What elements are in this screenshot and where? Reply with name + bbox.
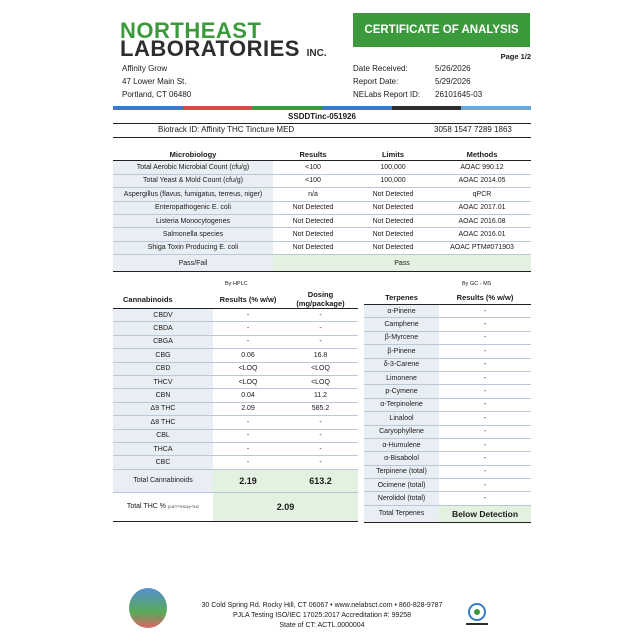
cell: Not Detected <box>353 228 433 241</box>
divider <box>113 137 531 138</box>
table-row <box>113 161 531 174</box>
col-header: Limits <box>353 148 433 161</box>
date-label: Report Date: <box>353 77 399 86</box>
cell: - <box>439 305 531 318</box>
row-label: Caryophyllene <box>364 425 439 438</box>
total-cannabinoids-row <box>113 469 358 492</box>
row-label: Linalool <box>364 412 439 425</box>
table-row <box>364 479 531 492</box>
cell: - <box>439 492 531 505</box>
cell: - <box>439 371 531 384</box>
col-header: Microbiology <box>113 148 273 161</box>
cell: <LOQ <box>283 362 358 375</box>
cell: <LOQ <box>213 362 283 375</box>
row-label: CBDV <box>113 309 213 322</box>
col-header: Results <box>273 148 353 161</box>
row-label: Listeria Monocytogenes <box>113 214 273 227</box>
table-row <box>364 371 531 384</box>
row-label: β-Myrcene <box>364 331 439 344</box>
row-label: CBGA <box>113 335 213 348</box>
row-label: δ-3-Carene <box>364 358 439 371</box>
cell: Not Detected <box>353 188 433 201</box>
date-row <box>353 62 533 75</box>
cell: Not Detected <box>273 241 353 254</box>
date-label: Date Received: <box>353 64 408 73</box>
cell: n/a <box>273 188 353 201</box>
row-label: THCV <box>113 375 213 388</box>
row-label: Limonene <box>364 371 439 384</box>
cannabinoids-table <box>113 290 358 522</box>
table-row <box>113 322 358 335</box>
cell: <100 <box>273 174 353 187</box>
pass-fail-row <box>113 255 531 272</box>
method-hplc: By HPLC <box>225 281 248 287</box>
col-header: Results (% w/w) <box>213 290 283 309</box>
document-title: CERTIFICATE OF ANALYSIS <box>353 13 530 47</box>
logo-line2 <box>120 36 327 62</box>
cell: Not Detected <box>353 214 433 227</box>
date-row <box>353 88 533 101</box>
row-label: Total Aerobic Microbial Count (cfu/g) <box>113 161 273 174</box>
row-label: Enteropathogenic E. coli <box>113 201 273 214</box>
logo-line1: NORTHEAST <box>120 18 262 43</box>
biotrack-id: Biotrack ID: Affinity THC Tincture MED <box>158 125 295 134</box>
row-label: THCA <box>113 442 213 455</box>
cell: Not Detected <box>273 201 353 214</box>
cell: - <box>283 456 358 469</box>
cell: 585.2 <box>283 402 358 415</box>
cell: - <box>439 358 531 371</box>
cell: AOAC 2014.05 <box>433 174 531 187</box>
cell: 2.09 <box>213 402 283 415</box>
cell: - <box>283 322 358 335</box>
cell: - <box>439 345 531 358</box>
client-address <box>122 62 191 101</box>
table-row <box>364 385 531 398</box>
row-label: CBDA <box>113 322 213 335</box>
color-stripe <box>113 106 531 110</box>
row-label: Total Yeast & Mold Count (cfu/g) <box>113 174 273 187</box>
row-label: Nerolidol (total) <box>364 492 439 505</box>
date-value: 5/26/2026 <box>435 64 471 73</box>
row-label: CBG <box>113 349 213 362</box>
cell: - <box>213 335 283 348</box>
cell: - <box>439 425 531 438</box>
cell: - <box>439 465 531 478</box>
cell: - <box>439 438 531 451</box>
cell: - <box>439 385 531 398</box>
row-label: Ocimene (total) <box>364 479 439 492</box>
table-row <box>113 174 531 187</box>
cell: <LOQ <box>283 375 358 388</box>
total-thc-formula: (0.877*THCA)+THC <box>167 505 200 510</box>
total-thc-value: 2.09 <box>213 492 358 521</box>
row-label: CBD <box>113 362 213 375</box>
client-address-line2: Portland, CT 06480 <box>122 90 192 99</box>
logo-suffix: INC. <box>306 48 327 59</box>
terpenes-table <box>364 290 531 523</box>
table-row <box>113 416 358 429</box>
row-label: CBC <box>113 456 213 469</box>
row-label: Salmonella species <box>113 228 273 241</box>
row-label: Total Cannabinoids <box>113 469 213 492</box>
cell: <LOQ <box>213 375 283 388</box>
page-number: Page 1/2 <box>500 52 531 61</box>
table-row <box>113 429 358 442</box>
date-label: NELabs Report ID: <box>353 90 421 99</box>
total-terpenes-row <box>364 505 531 522</box>
col-header: Dosing (mg/package) <box>283 290 358 309</box>
row-label: Pass/Fail <box>113 255 273 272</box>
table-row <box>113 389 358 402</box>
date-row <box>353 75 533 88</box>
row-label: α-Pinene <box>364 305 439 318</box>
cell: - <box>213 456 283 469</box>
date-value: 5/29/2026 <box>435 77 471 86</box>
cell: - <box>283 442 358 455</box>
table-row <box>113 188 531 201</box>
cell: - <box>283 309 358 322</box>
row-label: α-Bisabolol <box>364 452 439 465</box>
table-row <box>364 492 531 505</box>
table-row <box>364 412 531 425</box>
row-label: β-Pinene <box>364 345 439 358</box>
cell: 11.2 <box>283 389 358 402</box>
cell: Not Detected <box>353 201 433 214</box>
divider <box>113 123 531 124</box>
cell: 0.04 <box>213 389 283 402</box>
cell: AOAC 2016.08 <box>433 214 531 227</box>
cell: 100,000 <box>353 161 433 174</box>
table-row <box>364 438 531 451</box>
col-header: Cannabinoids <box>113 290 213 309</box>
cell: - <box>213 442 283 455</box>
table-row <box>113 228 531 241</box>
row-label: Δ9 THC <box>113 402 213 415</box>
table-row <box>364 331 531 344</box>
col-header: Terpenes <box>364 290 439 305</box>
logo-name: LABORATORIES <box>120 36 300 61</box>
cell: - <box>213 429 283 442</box>
cell: Not Detected <box>273 228 353 241</box>
cell: - <box>213 416 283 429</box>
table-row <box>364 358 531 371</box>
total-result: 2.19 <box>213 469 283 492</box>
row-label: Δ8 THC <box>113 416 213 429</box>
cell: - <box>283 335 358 348</box>
cell: 0.06 <box>213 349 283 362</box>
table-row <box>113 362 358 375</box>
table-row <box>364 318 531 331</box>
total-dose: 613.2 <box>283 469 358 492</box>
row-label: CBL <box>113 429 213 442</box>
date-value: 26101645-03 <box>435 90 483 99</box>
footer-accreditation: PJLA Testing ISO/IEC 17025:2017 Accreditation #: 99258 <box>232 612 412 619</box>
table-row <box>364 465 531 478</box>
cell: - <box>439 318 531 331</box>
cell: AOAC 2017.01 <box>433 201 531 214</box>
pjla-logo <box>462 600 492 628</box>
pass-fail-value: Pass <box>273 255 531 272</box>
cell: - <box>283 429 358 442</box>
cell: - <box>439 331 531 344</box>
client-name: Affinity Grow <box>122 64 168 73</box>
cell: AOAC PTM#071903 <box>433 241 531 254</box>
table-row <box>113 349 358 362</box>
col-header: Methods <box>433 148 531 161</box>
cell: Not Detected <box>273 214 353 227</box>
row-label: Shiga Toxin Producing E. coli <box>113 241 273 254</box>
table-row <box>364 398 531 411</box>
row-label: α-Terpinolene <box>364 398 439 411</box>
cell: Not Detected <box>353 241 433 254</box>
cell: AOAC 990.12 <box>433 161 531 174</box>
col-header: Results (% w/w) <box>439 290 531 305</box>
table-row <box>364 452 531 465</box>
row-label: α-Humulene <box>364 438 439 451</box>
table-row <box>113 214 531 227</box>
cell: - <box>439 452 531 465</box>
table-row <box>113 309 358 322</box>
row-label: Total Terpenes <box>364 505 439 522</box>
report-dates <box>353 62 533 101</box>
row-label <box>113 492 213 521</box>
cell: - <box>439 412 531 425</box>
table-row <box>364 305 531 318</box>
cell: - <box>213 322 283 335</box>
microbiology-table <box>113 148 531 272</box>
footer-address: 30 Cold Spring Rd. Rocky Hill, CT 06067 • www.nelabsct.com • 860-828-9787 <box>201 602 443 609</box>
table-row <box>364 425 531 438</box>
cell: - <box>439 398 531 411</box>
row-label: CBN <box>113 389 213 402</box>
table-row <box>113 201 531 214</box>
cell: 100,000 <box>353 174 433 187</box>
sample-id: SSDDTinc-051926 <box>288 112 356 121</box>
cell: <100 <box>273 161 353 174</box>
table-row <box>113 375 358 388</box>
total-terpenes-value: Below Detection <box>439 505 531 522</box>
biotrack-number: 3058 1547 7289 1863 <box>434 125 512 134</box>
table-row <box>113 241 531 254</box>
client-address-line1: 47 Lower Main St. <box>122 77 187 86</box>
cell: qPCR <box>433 188 531 201</box>
table-row <box>364 345 531 358</box>
row-label: Terpinene (total) <box>364 465 439 478</box>
method-gcms: By GC - MS <box>462 281 492 287</box>
table-row <box>113 442 358 455</box>
cell: - <box>213 309 283 322</box>
row-label: Camphene <box>364 318 439 331</box>
footer-state-license: State of CT: ACTL.0000004 <box>279 622 365 629</box>
total-thc-label: Total THC % <box>126 503 166 511</box>
table-row <box>113 402 358 415</box>
row-label: Aspergillus (flavus, fumigatus, terreus, niger) <box>113 188 273 201</box>
cell: 16.8 <box>283 349 358 362</box>
cell: - <box>283 416 358 429</box>
total-thc-row <box>113 492 358 521</box>
cell: - <box>439 479 531 492</box>
table-row <box>113 335 358 348</box>
row-label: p-Cymene <box>364 385 439 398</box>
cell: AOAC 2016.01 <box>433 228 531 241</box>
table-row <box>113 456 358 469</box>
